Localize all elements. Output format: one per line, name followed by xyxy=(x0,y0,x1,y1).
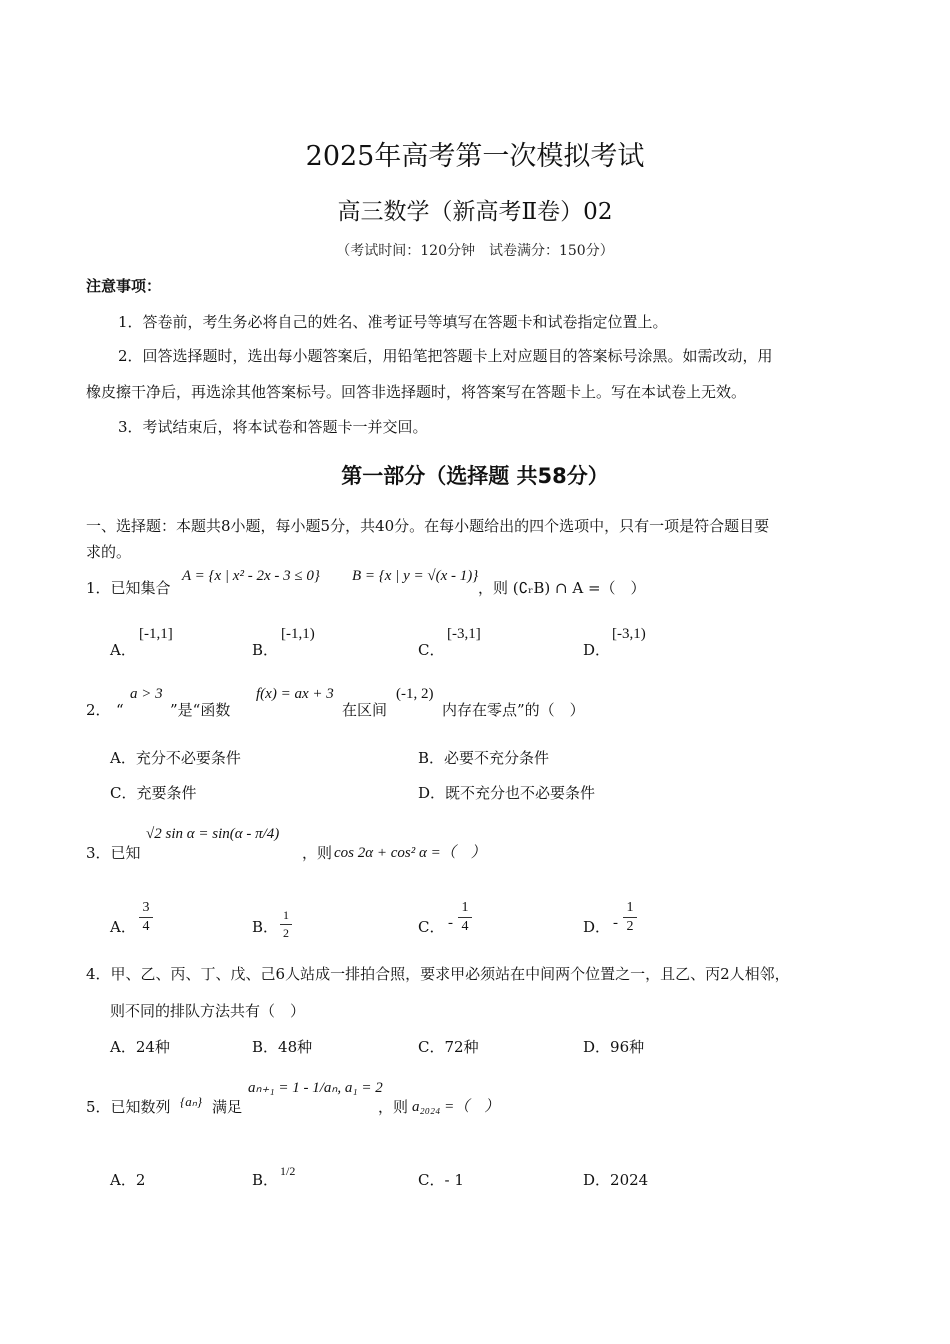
q1-set-a: A = {x | x² - 2x - 3 ≤ 0} xyxy=(182,568,320,584)
q1-opt-a-value: [-1,1] xyxy=(139,626,173,642)
exam-info: （考试时间：120分钟 试卷满分：150分） xyxy=(336,243,614,259)
q3-opt-a-fraction: 3 4 xyxy=(139,900,153,935)
q2-mid2: 在区间 xyxy=(342,701,388,719)
notice-item-2: 2．回答选择题时，选出每小题答案后，用铅笔把答题卡上对应题目的答案标号涂黑。如需改动，用 xyxy=(118,347,773,365)
q1-opt-c-label: C． xyxy=(418,641,445,659)
notice-item-2-cont: 橡皮擦干净后，再选涂其他答案标号。回答非选择题时，将答案写在答题卡上。写在本试卷上无效。 xyxy=(86,383,747,401)
q4-opt-c: C．72种 xyxy=(418,1038,479,1056)
q5-tail: ，则 xyxy=(378,1098,409,1116)
q3-prefix: 3．已知 xyxy=(86,844,141,862)
q2-opt-b: B．必要不充分条件 xyxy=(418,749,550,767)
q2-open-quote: “ xyxy=(116,701,124,719)
q5-opt-c: C．- 1 xyxy=(418,1171,464,1189)
q2-opt-d: D．既不充分也不必要条件 xyxy=(418,784,596,802)
q3-opt-d-fraction: 1 2 xyxy=(623,900,637,935)
q2-condition: a > 3 xyxy=(130,686,163,702)
q5-prefix: 5．已知数列 xyxy=(86,1098,171,1116)
q3-opt-b-label: B． xyxy=(252,918,279,936)
q5-sequence: {aₙ} xyxy=(180,1094,203,1109)
q1-set-b: B = {x | y = √(x - 1)} xyxy=(352,568,479,584)
q3-opt-d-label: D． xyxy=(583,918,611,936)
q5-opt-a: A．2 xyxy=(110,1171,146,1189)
q1-tail: ，则 (∁ᵣB) ∩ A =（ ） xyxy=(478,579,646,597)
q3-ask: cos 2α + cos² α =（ ） xyxy=(334,845,486,861)
q1-opt-d-value: [-3,1) xyxy=(612,626,646,642)
q1-opt-b-value: [-1,1) xyxy=(281,626,315,642)
q5-ask: a₂₀₂₄ =（ ） xyxy=(412,1099,500,1115)
notice-item-1: 1．答卷前，考生务必将自己的姓名、准考证号等填写在答题卡和试卷指定位置上。 xyxy=(118,313,668,331)
q3-opt-b-fraction: 1 2 xyxy=(280,908,292,941)
q3-opt-c-fraction: 1 4 xyxy=(458,900,472,935)
q2-tail: 内存在零点”的（ ） xyxy=(442,701,585,719)
q3-opt-c-label: C． xyxy=(418,918,445,936)
q3-opt-c-sign: - xyxy=(448,915,453,931)
notice-item-3: 3．考试结束后，将本试卷和答题卡一并交回。 xyxy=(118,418,428,436)
q1-prefix: 1．已知集合 xyxy=(86,579,171,597)
q1-opt-b-label: B． xyxy=(252,641,279,659)
q3-tail: ，则 xyxy=(302,844,333,862)
q1-opt-c-value: [-3,1] xyxy=(447,626,481,642)
q2-opt-c: C．充要条件 xyxy=(110,784,197,802)
exam-title: 2025年高考第一次模拟考试 xyxy=(305,141,645,172)
q5-recurrence: aₙ₊₁ = 1 - 1/aₙ, a₁ = 2 xyxy=(248,1080,383,1096)
q4-opt-b: B．48种 xyxy=(252,1038,313,1056)
q2-opt-a: A．充分不必要条件 xyxy=(110,749,241,767)
part1-heading: 第一部分（选择题 共58分） xyxy=(341,464,609,488)
part1-intro-1: 一、选择题：本题共8小题，每小题5分，共40分。在每小题给出的四个选项中，只有一项是符合题目要 xyxy=(86,517,770,535)
q1-opt-a-label: A． xyxy=(110,641,136,659)
q2-num: 2． xyxy=(86,701,111,719)
q4-opt-a: A．24种 xyxy=(110,1038,170,1056)
q2-interval: (-1, 2) xyxy=(396,686,434,702)
q4-line-2: 则不同的排队方法共有（ ） xyxy=(110,1002,306,1020)
notice-heading: 注意事项： xyxy=(86,277,162,295)
q1-opt-d-label: D． xyxy=(583,641,611,659)
q2-function: f(x) = ax + 3 xyxy=(256,686,334,702)
exam-subtitle: 高三数学（新高考Ⅱ卷）02 xyxy=(337,199,613,225)
q5-opt-d: D．2024 xyxy=(583,1171,649,1189)
q4-opt-d: D．96种 xyxy=(583,1038,645,1056)
q3-equation: √2 sin α = sin(α - π/4) xyxy=(146,826,280,842)
q4-line-1: 4．甲、乙、丙、丁、戊、己6人站成一排拍合照，要求甲必须站在中间两个位置之一，且乙、丙2人相邻， xyxy=(86,965,790,983)
q5-opt-b-value: 1/2 xyxy=(280,1164,296,1178)
q2-mid: ”是“函数 xyxy=(170,701,231,719)
q5-opt-b-label: B． xyxy=(252,1171,279,1189)
q5-mid: 满足 xyxy=(212,1098,243,1116)
part1-intro-2: 求的。 xyxy=(86,543,132,561)
q3-opt-a-label: A． xyxy=(110,918,136,936)
q3-opt-d-sign: - xyxy=(613,915,618,931)
